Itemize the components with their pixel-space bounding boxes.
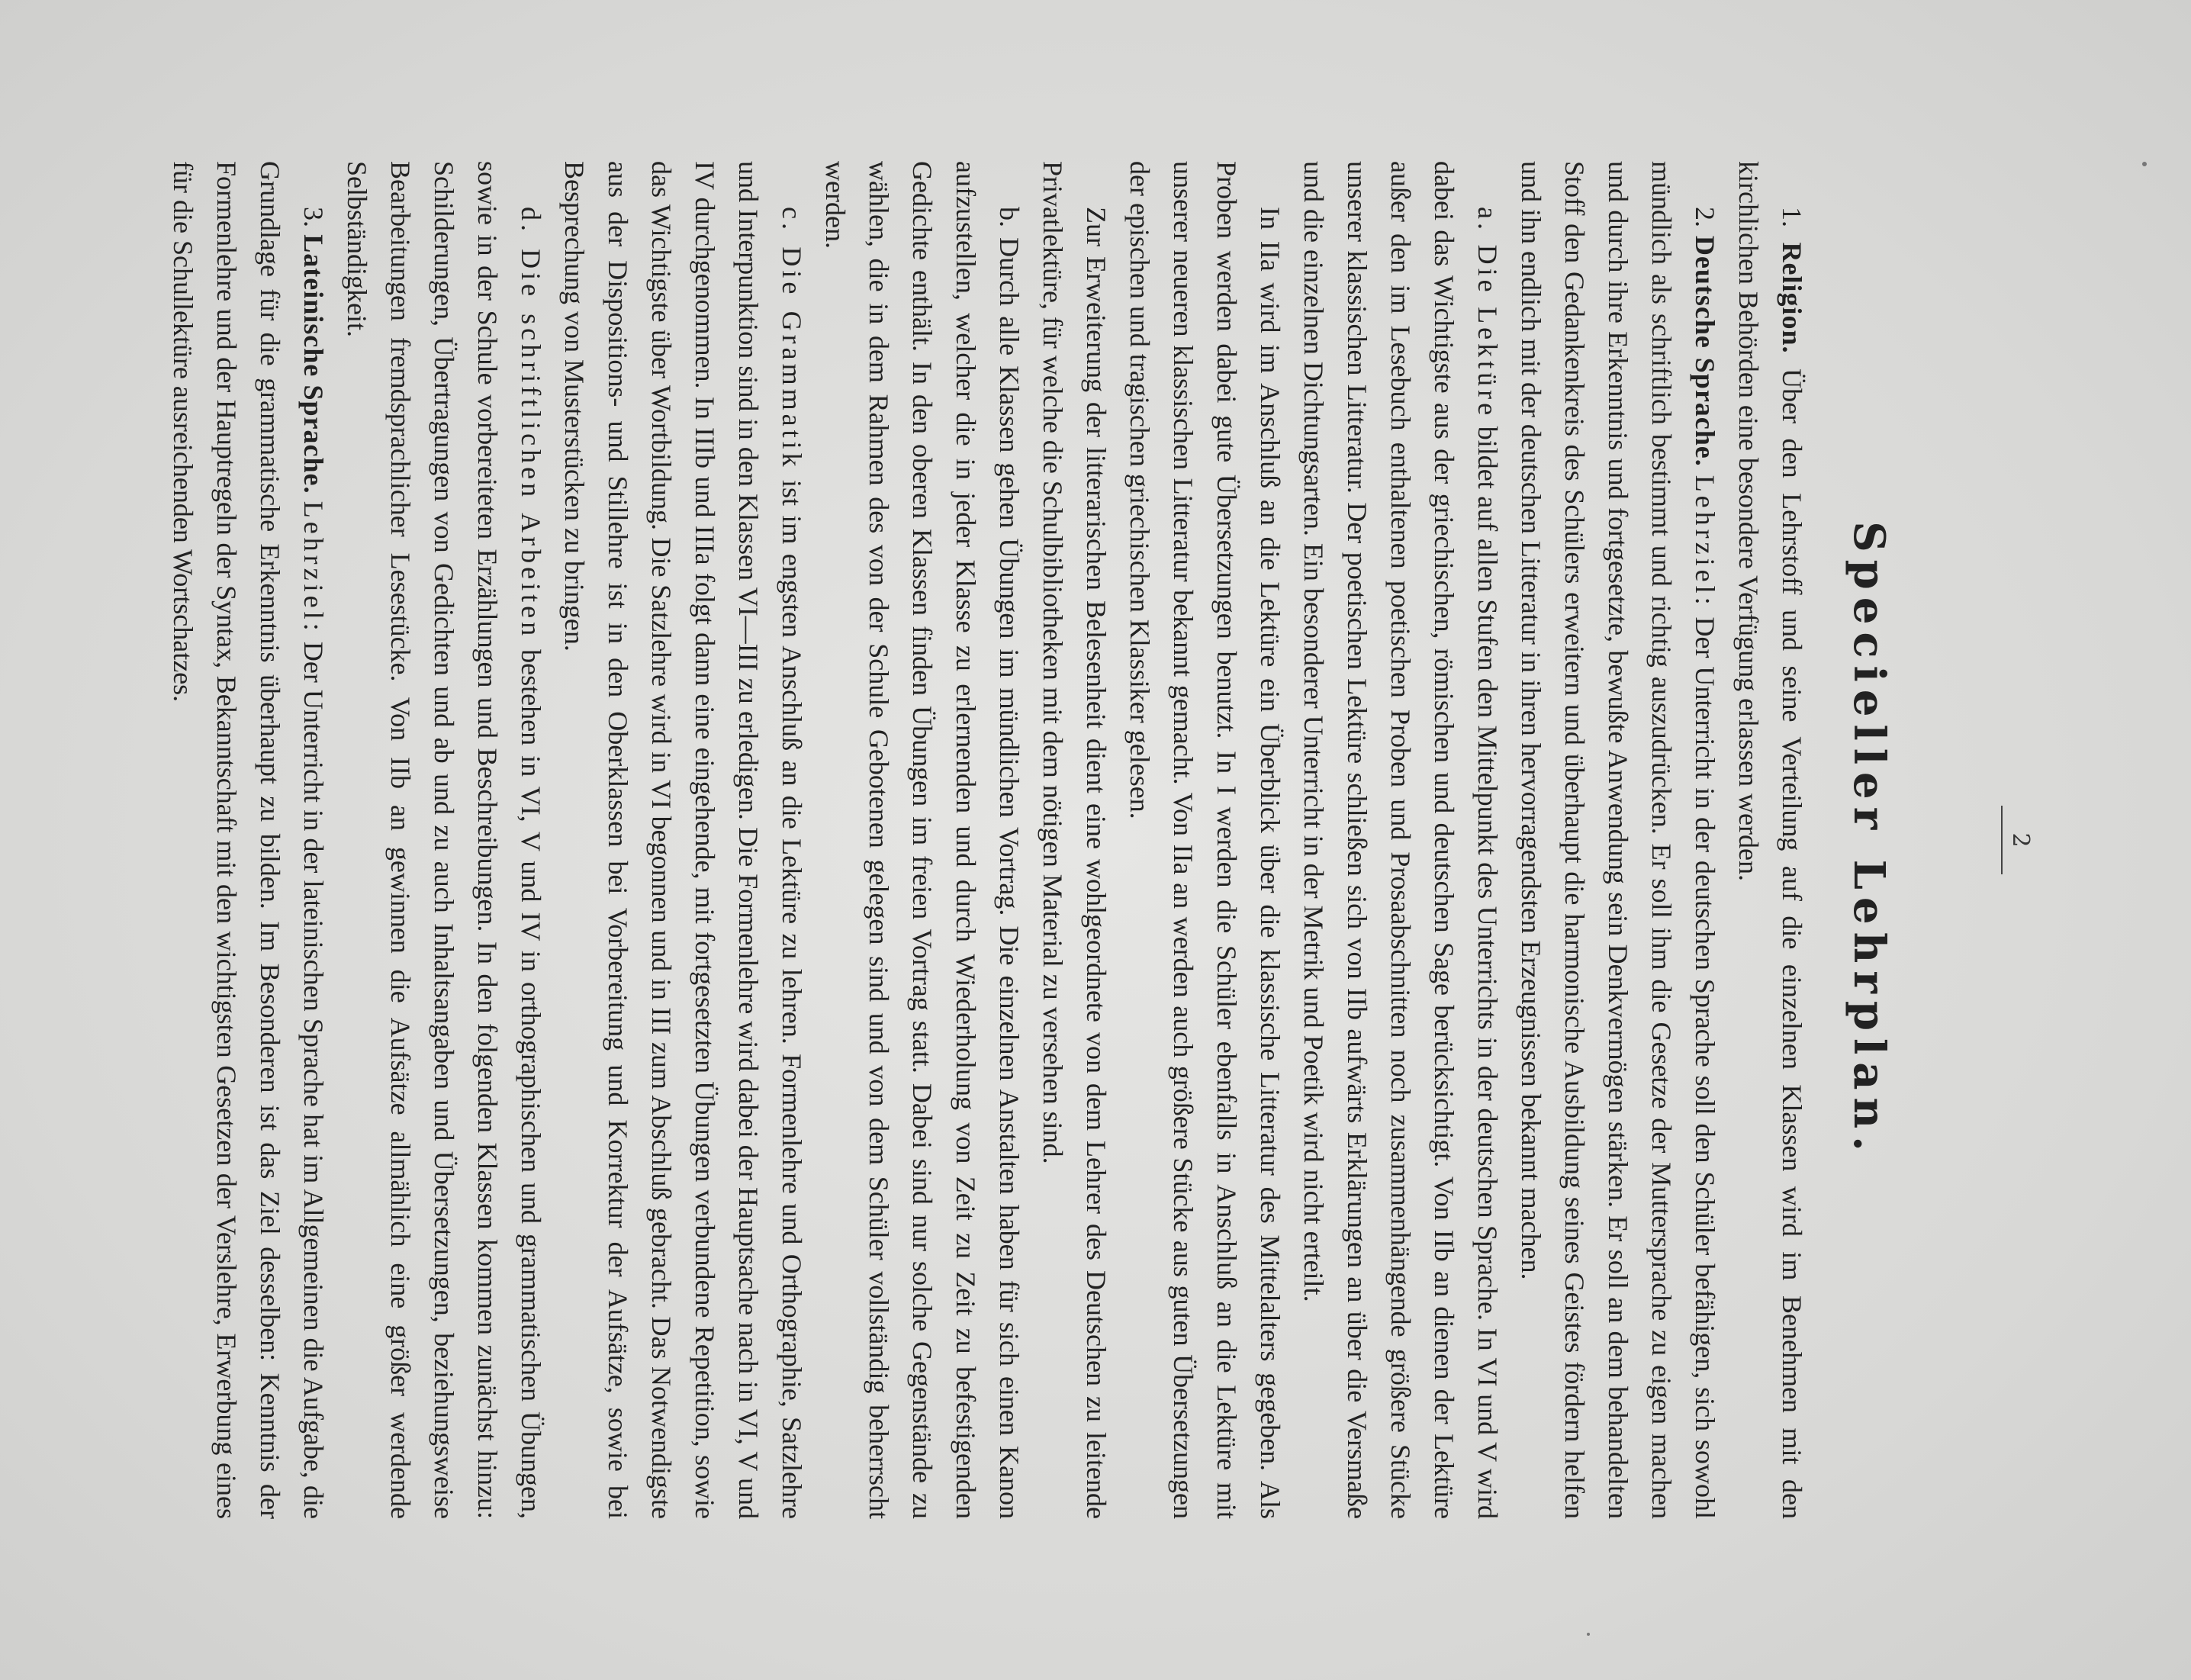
section-number: 3. [298,207,329,227]
paragraph-vortrag [813,161,1031,1519]
section-deutsch [1509,161,1726,1519]
section-text: Über den Lehrstoff und seine Verteilung auf die einzelnen Klassen wird im Benehmen mit den kirchlichen Behörden eine besondere Verfügung erlassen werden. [1733,161,1807,1519]
paragraph-text: Zur Erweiterung der litterarischen Belesenheit dient eine wohlgeordnete von dem Lehrer des Deutschen zu leitende Privatlektüre, für welche die Schulbibliotheken mit dem nötigen Material zu versehen sind. [1038,161,1112,1519]
section-label: Lehrziel: [1690,475,1720,609]
scan-speck [2142,162,2147,166]
paragraph-lektuere [1292,161,1509,1519]
section-text: Der Unterricht in der deutschen Sprache soll den Schüler befähigen, sich sowohl mündlich als schriftlich bestimmt und richtig auszudrücken. Er soll ihm die Gesetze der Muttersprache zu eigen machen und durch ihre Erkenntnis und fortgesetzte, bewußte Anwendung sein Denkvermögen stärken. Er soll an dem behandelten Stoff den Gedankenkreis des Schülers erweitern und überhaupt die harmonische Ausbildung seines Geistes fördern helfen und ihn endlich mit der deutschen Litteratur in ihren hervorragendsten Erzeugnissen bekannt machen. [1516,161,1720,1520]
scan-speck [1587,1633,1590,1636]
paragraph-lead: a. Die Lektüre [1472,207,1503,420]
section-number: 2. [1690,207,1720,227]
page-title: Specieller Lehrplan. [1844,521,1894,1159]
paragraph-text: ist im engsten Anschluß an die Lektüre zu lehren. Formenlehre und Orthographie, Satzlehre und Interpunktion sind in den Klassen VI—III zu erledigen. Die Formenlehre wird dabei der Hauptsache nach in VI, V und IV durchgenommen. In IIIb und IIIa folgt dann eine eingehende, mit fortgesetzten Übungen verbundene Repetition, sowie das Wichtigste über Wortbildung. Die Satzlehre wird in VI begonnen und in III zum Abschluß gebracht. Das Notwendigste aus der Dispositions- und Stillehre ist in den Oberklassen bei Vorbereitung und Korrektur der Aufsätze, sowie bei Besprechung von Musterstücken zu bringen. [559,161,807,1519]
paragraph-text: bildet auf allen Stufen den Mittelpunkt des Unterrichts in der deutschen Sprache. In VI und V wird dabei das Wichtigste aus der griechischen, römischen und deutschen Sage berücksichtigt. Von IIb an dienen der Lektüre außer den im Lesebuch enthaltenen poetischen Proben und Prosaabschnitten noch zusammenhängende größere Stücke unserer klassischen Litteratur. Der poetischen Lektüre schließen sich von IIb aufwärts Erklärungen an über die Versmaße und die einzelnen Dichtungsarten. Ein besonderer Unterricht in der Metrik und Poetik wird nicht erteilt. [1298,161,1503,1520]
paragraph-arbeiten [335,161,552,1519]
section-religion [1726,161,1813,1519]
paragraph-text: bestehen in VI, V und IV in orthographischen und grammatischen Übungen, sowie in der Schule vorbereiteten Erzählungen und Beschreibungen. In den folgenden Klassen kommen zunächst hinzu: Schilderungen, Übertragungen von Gedichten und ab und zu auch Inhaltsangaben und Übersetzungen, beziehungsweise Bearbeitungen fremdsprachlicher Lesestücke. Von IIb an gewinnen die Aufsätze allmählich eine größer werdende Selbständigkeit. [342,161,546,1519]
paragraph-lead: b. [994,207,1025,227]
section-title: Religion. [1777,242,1807,354]
paragraph-text: Durch alle Klassen gehen Übungen im mündlichen Vortrag. Die einzelnen Anstalten haben für sich einen Kanon aufzustellen, welcher die in jeder Klasse zu erlernenden und durch Wiederholung von Zeit zu Zeit zu befestigenden Gedichte enthält. In den oberen Klassen finden Übungen im freien Vortrag statt. Dabei sind nur solche Gegenstände zu wählen, die in dem Rahmen des von der Schule Gebotenen gelegen sind und von dem Schüler vollständig beherrscht werden. [820,161,1025,1520]
document-page [127,69,2080,1611]
paragraph-grammatik [552,161,813,1519]
section-label: Lehrziel: [298,500,329,635]
page-number: 2 [2007,832,2034,848]
paragraph-lead: d. Die schriftlichen Arbeiten [516,207,546,640]
paragraph-text: In IIa wird im Anschluß an die Lektüre ein Überblick über die klassische Litteratur des Mittelalters gegeben. Als Proben werden dabei gute Übersetzungen benutzt. In I werden die Schüler ebenfalls in Anschluß an die Lektüre mit unserer neueren klassischen Litteratur bekannt gemacht. Von IIa an werden auch größere Stücke aus guten Übersetzungen der epischen und tragischen griechischen Klassiker gelesen. [1124,161,1285,1519]
section-text: Der Unterricht in der lateinischen Sprache hat im Allgemeinen die Aufgabe, die Grundlage für die grammatische Erkenntnis überhaupt zu bilden. Im Besonderen ist das Ziel desselben: Kenntnis der Formenlehre und der Hauptregeln der Syntax, Bekanntschaft mit den wichtigsten Gesetzen der Verslehre, Erwerbung eines für die Schullektüre ausreichenden Wortschatzes. [168,161,329,1520]
section-number: 1. [1777,207,1807,227]
section-title: Deutsche Sprache. [1690,235,1720,467]
paragraph-privatlektuere [1031,161,1118,1519]
paragraph-lead: c. Die Grammatik [777,207,807,471]
paragraph-litteratur [1118,161,1292,1519]
section-title: Lateinische Sprache. [298,234,329,494]
section-latein [161,161,335,1519]
header-rule [2001,806,2003,874]
